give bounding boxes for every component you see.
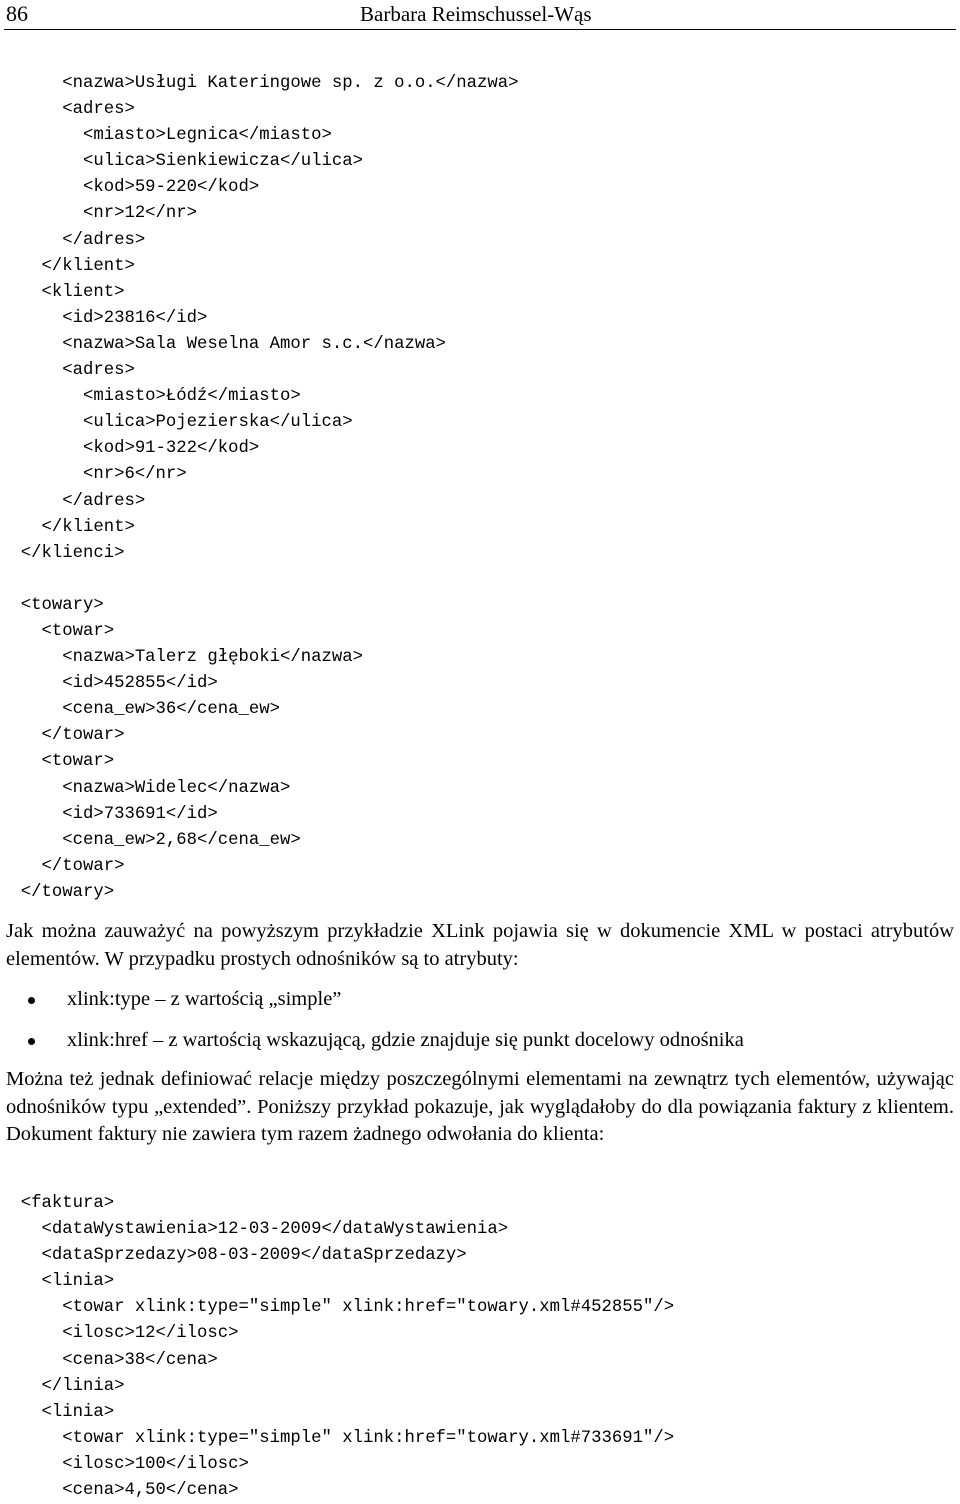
paragraph-text: Można też jednak definiować relacje między poszczególnymi elementami na zewnątrz tych elementów, używając odnośników typu „extended”. Poniższy przykład pokazuje, jak wyglądałoby do dla powiązania faktury z klientem. Dokument faktury nie zawiera tym razem żadnego odwołania do klienta: — [6, 1068, 954, 1145]
list-item-text: xlink:type – z wartością „simple” — [67, 988, 342, 1010]
running-head-author: Barbara Reimschussel-Wąs — [360, 2, 592, 26]
code-line: </adres> — [0, 230, 146, 250]
code-line: </towar> — [0, 856, 125, 876]
code-line: <miasto>Legnica</miasto> — [0, 126, 332, 146]
code-line: <cena>38</cena> — [0, 1350, 218, 1370]
code-line: <cena>4,50</cena> — [0, 1481, 239, 1501]
code-line: <ilosc>12</ilosc> — [0, 1324, 239, 1344]
code-line: <linia> — [0, 1272, 115, 1292]
code-line: <kod>59-220</kod> — [0, 178, 260, 198]
code-line: <miasto>Łódź</miasto> — [0, 387, 301, 407]
code-line: <towar xlink:type="simple" xlink:href="towary.xml#452855"/> — [0, 1298, 675, 1318]
code-line: <kod>91-322</kod> — [0, 439, 260, 459]
code-line: <nr>6</nr> — [0, 465, 187, 485]
code-line: </towary> — [0, 882, 115, 902]
code-line: <cena_ew>2,68</cena_ew> — [0, 830, 301, 850]
code-line: <id>452855</id> — [0, 674, 218, 694]
code-line: <towar> — [0, 752, 115, 772]
code-line: <id>733691</id> — [0, 804, 218, 824]
code-line: </adres> — [0, 491, 146, 511]
code-line: <towar xlink:type="simple" xlink:href="towary.xml#733691"/> — [0, 1428, 675, 1448]
code-line: <towar> — [0, 621, 115, 641]
code-line: <linia> — [0, 1402, 115, 1422]
code-line: <adres> — [0, 361, 135, 381]
page-header — [0, 0, 960, 32]
code-line: </klienci> — [0, 543, 125, 563]
code-line: <ulica>Pojezierska</ulica> — [0, 413, 353, 433]
code-line: <faktura> — [0, 1194, 115, 1213]
code-line: </klient> — [0, 517, 135, 537]
code-line: <nazwa>Usługi Kateringowe sp. z o.o.</nazwa> — [0, 74, 519, 93]
code-line: </linia> — [0, 1376, 125, 1396]
code-line: <towary> — [0, 595, 104, 615]
code-line: <cena_ew>36</cena_ew> — [0, 700, 281, 720]
paragraph-extended-links — [6, 1066, 954, 1149]
xml-code-block-klienci-towary — [0, 71, 519, 906]
code-line: <nr>12</nr> — [0, 204, 198, 224]
code-line — [0, 567, 519, 593]
list-item-text: xlink:href – z wartością wskazującą, gdzie znajduje się punkt docelowy odnośnika — [67, 1029, 744, 1051]
code-line: <dataSprzedazy>08-03-2009</dataSprzedazy> — [0, 1246, 467, 1266]
code-line: <nazwa>Sala Weselna Amor s.c.</nazwa> — [0, 334, 446, 354]
xml-code-block-faktura — [0, 1191, 674, 1504]
bullet-dot-icon — [28, 997, 35, 1004]
bullet-dot-icon — [28, 1038, 35, 1045]
paragraph-text: Jak można zauważyć na powyższym przykładzie XLink pojawia się w dokumencie XML w postaci atrybutów elementów. W przypadku prostych odnośników są to atrybuty: — [6, 920, 954, 970]
code-line: <dataWystawienia>12-03-2009</dataWystawienia> — [0, 1220, 509, 1240]
code-line: <ilosc>100</ilosc> — [0, 1454, 249, 1474]
code-line: <nazwa>Widelec</nazwa> — [0, 778, 291, 798]
header-rule — [4, 29, 956, 30]
paragraph-xlink-intro — [6, 918, 954, 973]
code-line: </klient> — [0, 256, 135, 276]
code-line: <adres> — [0, 100, 135, 120]
code-line: <nazwa>Talerz głęboki</nazwa> — [0, 648, 363, 668]
page-number: 86 — [6, 1, 28, 26]
code-line: </towar> — [0, 726, 125, 746]
code-line: <ulica>Sienkiewicza</ulica> — [0, 152, 363, 172]
code-line: <id>23816</id> — [0, 308, 208, 328]
code-line: <klient> — [0, 282, 125, 302]
